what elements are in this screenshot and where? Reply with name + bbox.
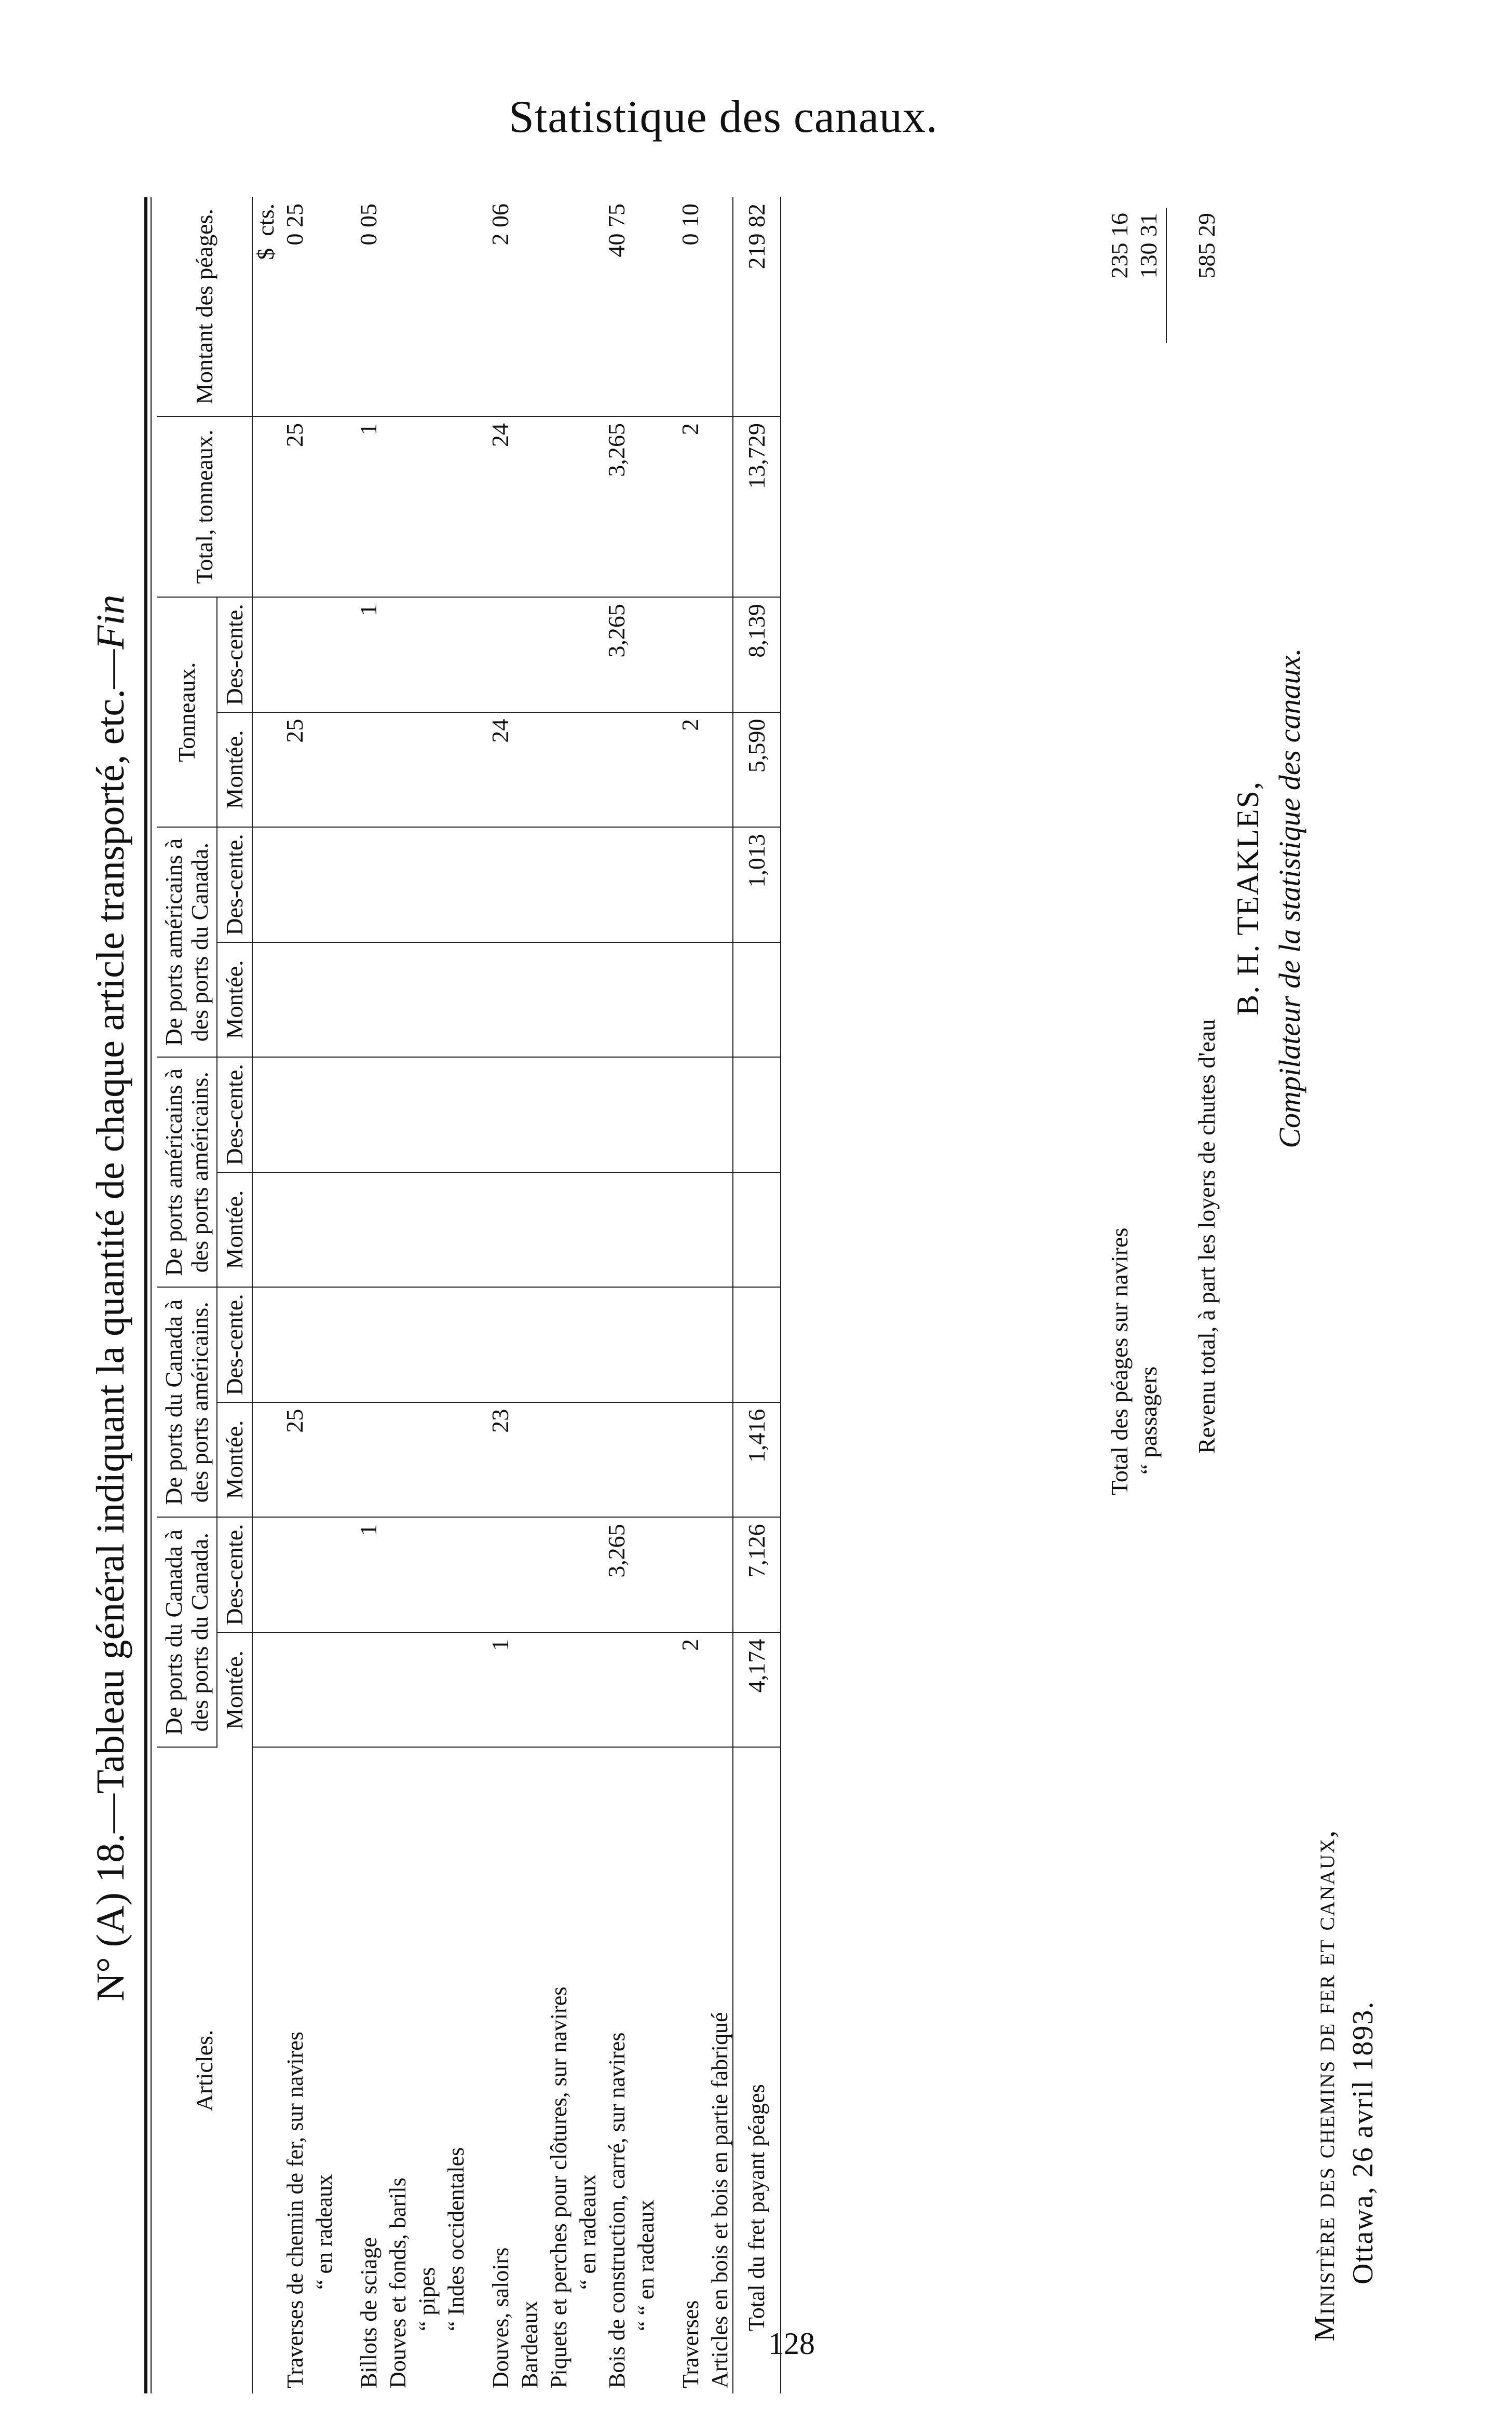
col-total: Total, tonneaux. bbox=[157, 416, 252, 597]
table-row: Billots de sciage 1 1 1 0 05 bbox=[352, 197, 382, 2393]
col-amount: Montant des péages. bbox=[157, 197, 252, 416]
sub-up: Montée. bbox=[217, 1632, 252, 1748]
table-row: Traverses de chemin de fer, sur navires 25 25 25 0 25 bbox=[279, 197, 308, 2393]
total-row: Total du fret payant péages 4,174 7,126 1,416 1,013 5,590 8,139 13,729 219 82 bbox=[733, 197, 781, 2393]
table-row: “ en radeaux bbox=[308, 197, 337, 2393]
sub-up: Montée. bbox=[217, 1172, 252, 1288]
table-row: “ Indes occidentales bbox=[440, 197, 469, 2393]
units-header: $ cts. bbox=[252, 197, 279, 416]
signature: B. H. TEAKLES, Compilateur de la statistique des canaux. bbox=[1231, 648, 1306, 1148]
table-row: “ en radeaux bbox=[571, 197, 601, 2393]
group-tonneaux: Tonneaux. bbox=[157, 597, 217, 827]
summary-block bbox=[1106, 208, 1222, 1495]
top-rule bbox=[144, 197, 147, 2393]
summary-passengers: “ passagers 130 31 bbox=[1135, 213, 1162, 1474]
sub-down: Des-cente. bbox=[217, 827, 252, 942]
summary-revenue: Revenu total, à part les loyers de chutes d'eau 585 29 bbox=[1193, 213, 1220, 1454]
rotated-page bbox=[88, 192, 1386, 2404]
table-row: Traverses 2 2 2 0 10 bbox=[674, 197, 703, 2393]
table-title: N° (A) 18.—Tableau général indiquant la quantité de chaque article transporté, etc.—Fin bbox=[89, 594, 132, 2001]
col-articles: Articles. bbox=[157, 1747, 252, 2393]
table-row: “ pipes bbox=[411, 197, 440, 2393]
group-canada-canada: De ports du Canada à des ports du Canada. bbox=[157, 1517, 217, 1747]
sub-up: Montée. bbox=[217, 1402, 252, 1518]
group-us-canada: De ports américains à des ports du Canada. bbox=[157, 827, 217, 1057]
summary-ships: Total des péages sur navires 235 16 bbox=[1106, 213, 1133, 1495]
sub-up: Montée. bbox=[217, 712, 252, 828]
table-row: Douves et fonds, barils bbox=[382, 197, 411, 2393]
summary-divider-row bbox=[1164, 208, 1193, 1495]
sub-down: Des-cente. bbox=[217, 1517, 252, 1632]
table-row: Bardeaux bbox=[513, 197, 542, 2393]
summary-rule bbox=[1166, 208, 1167, 343]
table-row: Bois de construction, carré, sur navires 3,265 3,265 3,265 40 75 bbox=[601, 197, 630, 2393]
sub-down: Des-cente. bbox=[217, 597, 252, 712]
table-row: Articles en bois et bois en partie fabriqué bbox=[703, 197, 733, 2393]
sub-down: Des-cente. bbox=[217, 1287, 252, 1402]
sub-up: Montée. bbox=[217, 942, 252, 1058]
table-row: Piquets et perches pour clôtures, sur navires bbox=[542, 197, 571, 2393]
table-row: Douves, saloirs 1 23 24 24 2 06 bbox=[484, 197, 513, 2393]
group-us-us: De ports américains à des ports américains. bbox=[157, 1057, 217, 1287]
page-number: 128 bbox=[768, 2326, 815, 2361]
table-row: “ “ en radeaux bbox=[630, 197, 659, 2393]
sub-down: Des-cente. bbox=[217, 1057, 252, 1172]
top-rule-thin bbox=[151, 197, 152, 2393]
statistics-table bbox=[157, 197, 781, 2393]
page-header: Statistique des canaux. bbox=[509, 92, 938, 142]
group-canada-us: De ports du Canada à des ports américains. bbox=[157, 1287, 217, 1517]
ministry-block: Ministère des chemins de fer et canaux, Ottawa, 26 avril 1893. bbox=[1309, 1829, 1379, 2342]
